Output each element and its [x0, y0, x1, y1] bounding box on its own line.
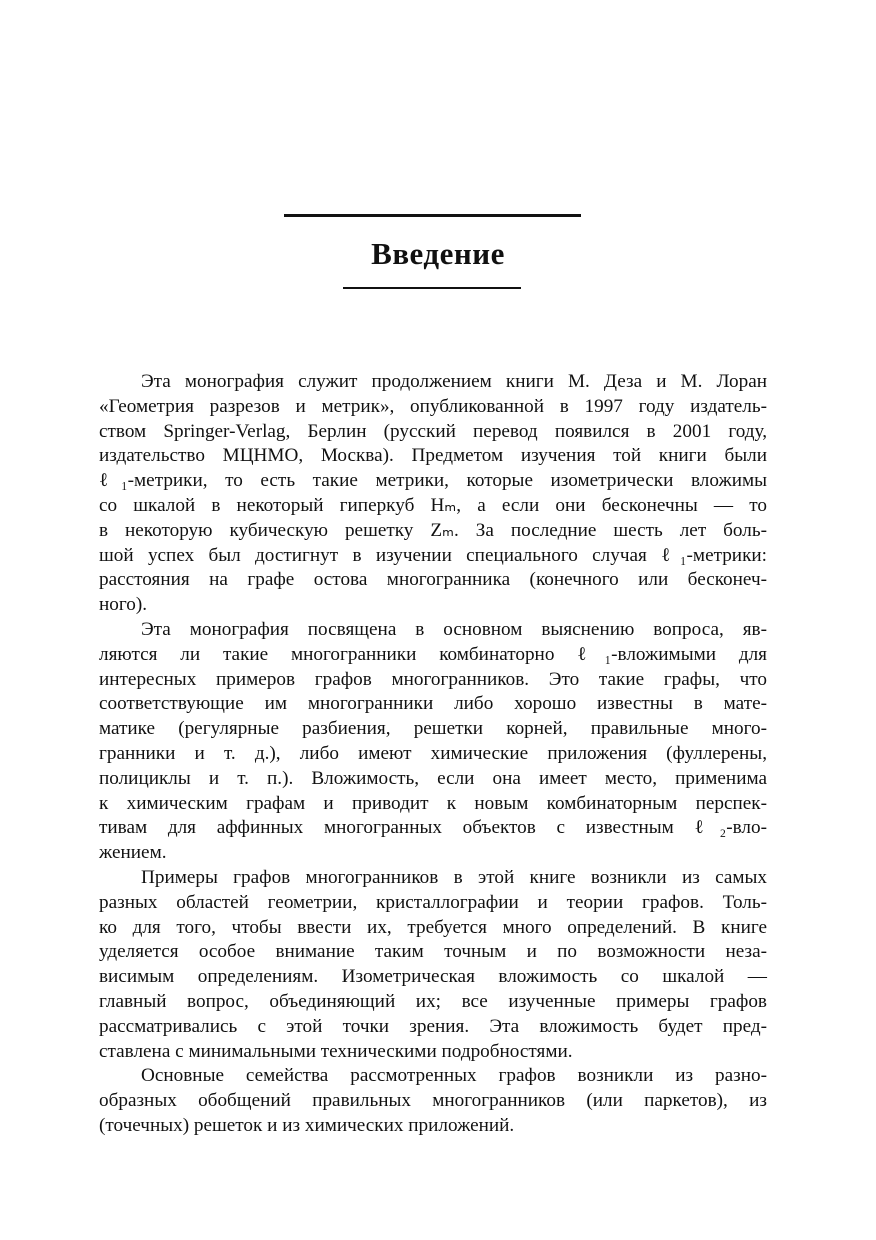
text-line: ко для того, чтобы ввести их, требуется много определений. В книге: [99, 916, 767, 938]
text-line: ляются ли такие многогранники комбинаторно ℓ₁-вложимыми для: [99, 643, 767, 665]
text-line: соответствующие им многогранники либо хорошо известны в мате-: [99, 693, 767, 715]
text-line: в некоторую кубическую решетку Zₘ. За последние шесть лет боль-: [99, 519, 767, 541]
text-line: главный вопрос, объединяющий их; все изученные примеры графов: [99, 990, 767, 1012]
text-line: (точечных) решеток и из химических приложений.: [99, 1114, 515, 1136]
text-line: уделяется особое внимание таким точным и по возможности неза-: [99, 941, 767, 963]
text-line: Примеры графов многогранников в этой книге возникли из самых: [141, 866, 767, 888]
text-line: Эта монография посвящена в основном выяснению вопроса, яв-: [141, 618, 767, 640]
paragraph: [99, 866, 767, 1064]
title-rule-top: [284, 214, 581, 217]
text-line: разных областей геометрии, кристаллографии и теории графов. Толь-: [99, 891, 767, 913]
text-line: шой успех был достигнут в изучении специального случая ℓ₁-метрики:: [99, 544, 767, 566]
text-line: рассматривались с этой точки зрения. Эта вложимость будет пред-: [99, 1015, 767, 1037]
text-line: гранники и т. д.), либо имеют химические приложения (фуллерены,: [99, 742, 767, 764]
text-line: жением.: [99, 842, 167, 864]
text-line: полициклы и т. п.). Вложимость, если она имеет место, применима: [99, 767, 767, 789]
text-line: тивам для аффинных многогранных объектов с известным ℓ₂-вло-: [99, 817, 767, 839]
text-line: ℓ₁-метрики, то есть такие метрики, которые изометрически вложимы: [99, 470, 767, 492]
text-line: ством Springer-Verlag, Берлин (русский перевод появился в 2001 году,: [99, 420, 767, 442]
text-line: образных обобщений правильных многогранников (или паркетов), из: [99, 1090, 767, 1112]
text-line: ставлена с минимальными техническими подробностями.: [99, 1040, 573, 1062]
body-text: [99, 370, 767, 1139]
text-line: интересных примеров графов многогранников. Это такие графы, что: [99, 668, 767, 690]
title-rule-bottom: [343, 287, 521, 289]
text-line: «Геометрия разрезов и метрик», опубликованной в 1997 году издатель-: [99, 395, 767, 417]
text-line: ного).: [99, 594, 148, 616]
text-line: матике (регулярные разбиения, решетки корней, правильные много-: [99, 718, 767, 740]
text-line: Эта монография служит продолжением книги М. Деза и М. Лоран: [141, 371, 767, 392]
text-line: издательство МЦНМО, Москва). Предметом изучения той книги были: [99, 445, 767, 467]
text-line: висимым определениям. Изометрическая вложимость со шкалой —: [99, 966, 767, 988]
paragraph: [99, 618, 767, 866]
page-title: Введение: [371, 236, 505, 271]
paragraph: [99, 370, 767, 618]
text-line: Основные семейства рассмотренных графов возникли из разно-: [141, 1065, 767, 1087]
text-line: расстояния на графе остова многогранника (конечного или бесконеч-: [99, 569, 767, 591]
text-line: к химическим графам и приводит к новым комбинаторным перспек-: [99, 792, 767, 814]
paragraph: [99, 1064, 767, 1138]
text-line: со шкалой в некоторый гиперкуб Hₘ, а если они бесконечны — то: [99, 494, 767, 516]
